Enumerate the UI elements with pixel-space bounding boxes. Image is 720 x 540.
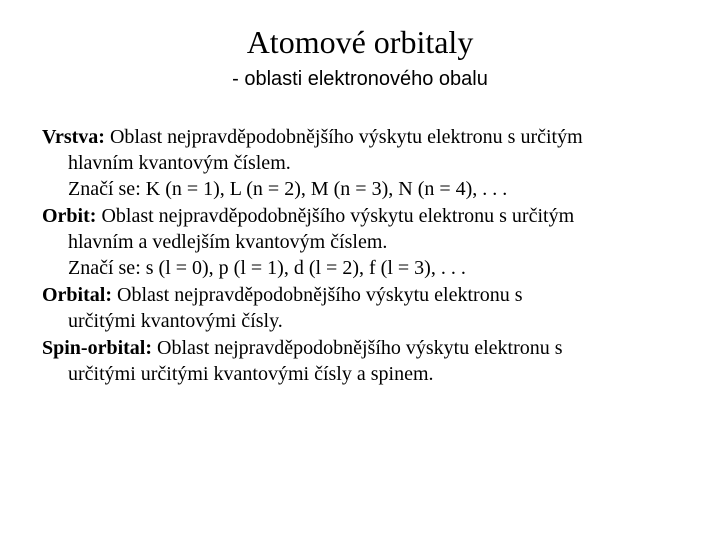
definition-text: Oblast nejpravděpodobnějšího výskytu elektronu s určitým xyxy=(96,205,575,227)
definition-first-line xyxy=(42,124,692,150)
definition-first-line xyxy=(42,282,692,308)
slide-subtitle: - oblasti elektronového obalu xyxy=(232,68,488,90)
definition-text: Oblast nejpravděpodobnějšího výskytu elektronu s xyxy=(152,337,563,359)
term-spin-orbital: Spin-orbital: xyxy=(42,337,153,359)
notation-line: Značí se: K (n = 1), L (n = 2), M (n = 3), N (n = 4), . . . xyxy=(68,178,508,200)
definition-text: Oblast nejpravděpodobnějšího výskytu elektronu s xyxy=(112,284,523,306)
definition-orbit xyxy=(42,203,692,281)
definitions-list xyxy=(42,124,692,388)
definition-continuation: hlavním a vedlejším kvantovým číslem. xyxy=(68,231,388,253)
slide-title: Atomové orbitaly xyxy=(246,24,474,60)
definition-continuation: určitými kvantovými čísly. xyxy=(68,310,283,332)
term-orbital: Orbital: xyxy=(42,284,112,306)
definition-continuation: hlavním kvantovým číslem. xyxy=(68,152,291,174)
term-orbit: Orbit: xyxy=(42,205,97,227)
definition-orbital xyxy=(42,282,692,334)
definition-continuation: určitými určitými kvantovými čísly a spinem. xyxy=(68,363,434,385)
definition-first-line xyxy=(42,335,692,361)
term-vrstva: Vrstva: xyxy=(42,126,105,148)
definition-text: Oblast nejpravděpodobnějšího výskytu elektronu s určitým xyxy=(104,126,583,148)
definition-vrstva xyxy=(42,124,692,202)
notation-line: Značí se: s (l = 0), p (l = 1), d (l = 2), f (l = 3), . . . xyxy=(68,257,466,279)
definition-first-line xyxy=(42,203,692,229)
definition-spin-orbital xyxy=(42,335,692,387)
